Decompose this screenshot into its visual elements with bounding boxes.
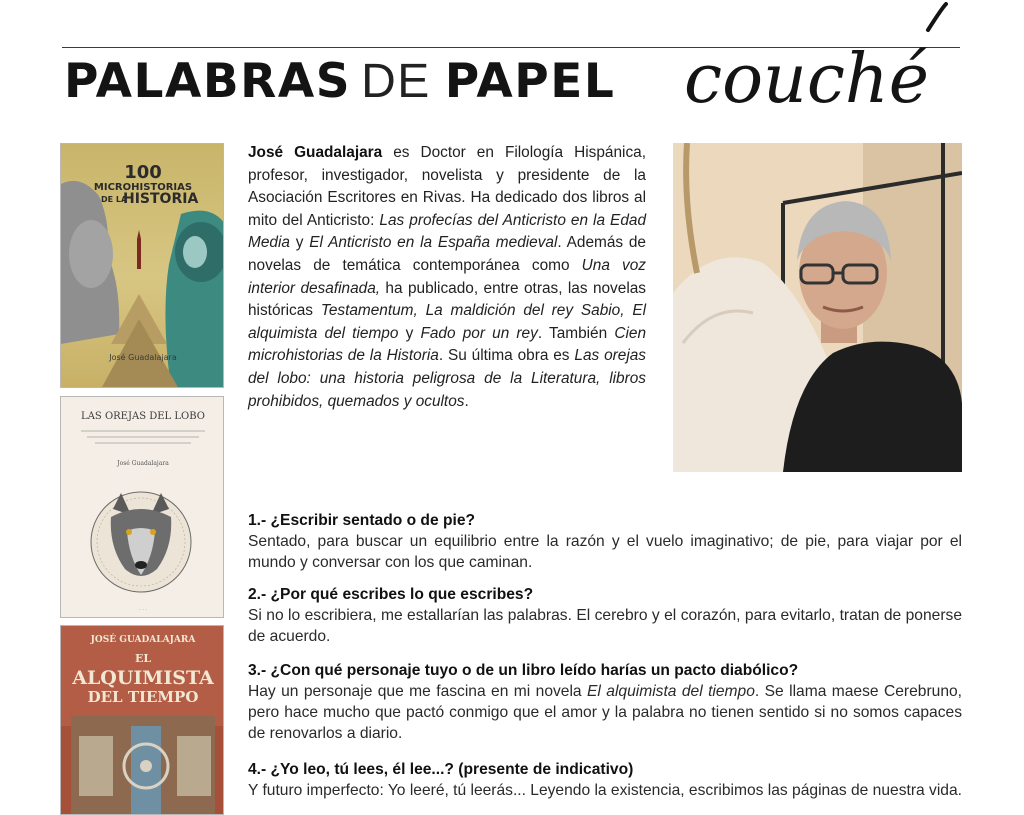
question-2: 2.- ¿Por qué escribes lo que escribes? xyxy=(248,586,534,603)
question-4: 4.- ¿Yo leo, tú lees, él lee...? (presente de indicativo) xyxy=(248,761,634,778)
bio-text: . Su última obra es xyxy=(438,347,575,365)
qa-item-4 xyxy=(248,759,962,801)
answer-3-text: Hay un personaje que me fascina en mi novela xyxy=(248,683,588,700)
question-3: 3.- ¿Con qué personaje tuyo o de un libro leído harías un pacto diabólico? xyxy=(248,662,799,679)
alquimista-cover-art xyxy=(61,626,224,815)
masthead-script-word: couché xyxy=(684,40,929,114)
cover2-author: José Guadalajara xyxy=(117,460,169,467)
bio-book-title: Testamentum, La maldición del rey Sabio, El alquimista del tiempo xyxy=(248,302,647,342)
qa-item-2 xyxy=(248,584,962,647)
book-cover-microhistorias xyxy=(60,143,224,388)
book-cover-orejas-del-lobo xyxy=(60,396,224,618)
bio-text: ha publicado, entre otras, las novelas históricas xyxy=(248,279,646,320)
bio-text: y xyxy=(289,234,310,252)
masthead-word-palabras: PALABRAS xyxy=(64,54,352,109)
qa-item-1 xyxy=(248,510,962,573)
cover1-author: José Guadalajara xyxy=(109,353,177,362)
bio-text: y xyxy=(398,324,421,342)
microhistorias-cover-art xyxy=(61,144,224,388)
answer-4: Y futuro imperfecto: Yo leeré, tú leerás... Leyendo la existencia, escribimos las páginas de nuestra vida. xyxy=(248,782,962,799)
masthead-script-logo xyxy=(684,2,994,114)
bio-book-title: Cien microhistorias de la Historia xyxy=(248,324,647,365)
answer-1: Sentado, para buscar un equilibrio entre la razón y el vuelo imaginativo; de pie, para viajar por el mundo y conversar con los que caminan. xyxy=(248,533,962,571)
bio-text: . También xyxy=(537,324,615,342)
bio-text: es Doctor en Filología Hispánica, profesor, investigador, novelista y presidente de la Asociación Escritores en Rivas. Ha dedicado dos libros al mito del Anticristo: xyxy=(248,144,646,229)
author-name: José Guadalajara xyxy=(248,144,383,161)
qa-item-3 xyxy=(248,660,962,744)
masthead-word-de: DE xyxy=(361,55,431,108)
cover3-title-line1: EL xyxy=(134,652,152,665)
cover3-title-line2: ALQUIMISTA xyxy=(72,667,214,689)
cover3-author: JOSÉ GUADALAJARA xyxy=(90,635,196,645)
svg-text:· · ·: · · · xyxy=(139,607,147,613)
cover1-number: 100 xyxy=(124,162,162,183)
cover1-title-line1: MICROHISTORIAS xyxy=(93,182,193,193)
masthead-word-papel: PAPEL xyxy=(444,54,616,109)
book-cover-alquimista xyxy=(60,625,224,815)
bio-book-title: Las orejas del lobo: una historia peligrosa de la Literatura, libros prohibidos, quemados y ocultos xyxy=(248,347,646,410)
answer-3 xyxy=(248,681,962,744)
cover3-title-line3: DEL TIEMPO xyxy=(87,688,199,706)
bio-book-title: El Anticristo en la España medieval xyxy=(309,234,558,252)
cover1-title-line2: DE LA xyxy=(101,195,128,204)
bio-text: . Además de novelas de temática contemporánea como xyxy=(248,234,646,274)
answer-3-text: . Se llama maese Cerebruno, pero hace mucho que pactó conmigo que el amor y la palabra no tienen sentido si no somos capaces de renovarlos a diario. xyxy=(248,683,962,742)
author-bio xyxy=(248,142,646,413)
question-1: 1.- ¿Escribir sentado o de pie? xyxy=(248,512,476,529)
masthead xyxy=(64,54,615,114)
bio-text: . xyxy=(464,392,469,410)
cover1-title-line3: HISTORIA xyxy=(123,191,199,207)
author-photo-illustration xyxy=(673,143,962,472)
orejas-cover-art xyxy=(61,397,224,618)
author-photo xyxy=(673,143,962,472)
bio-book-title: Una voz interior desafinada, xyxy=(248,256,646,297)
bio-book-title: Fado por un rey xyxy=(420,324,538,342)
cover2-title: LAS OREJAS DEL LOBO xyxy=(81,411,205,422)
bio-book-title: Las profecías del Anticristo en la Edad Media xyxy=(248,211,646,252)
answer-2: Si no lo escribiera, me estallarían las palabras. El cerebro y el corazón, para evitarlo, tratan de ponerse de acuerdo. xyxy=(248,607,962,645)
answer-3-book-title: El alquimista del tiempo xyxy=(587,683,755,700)
